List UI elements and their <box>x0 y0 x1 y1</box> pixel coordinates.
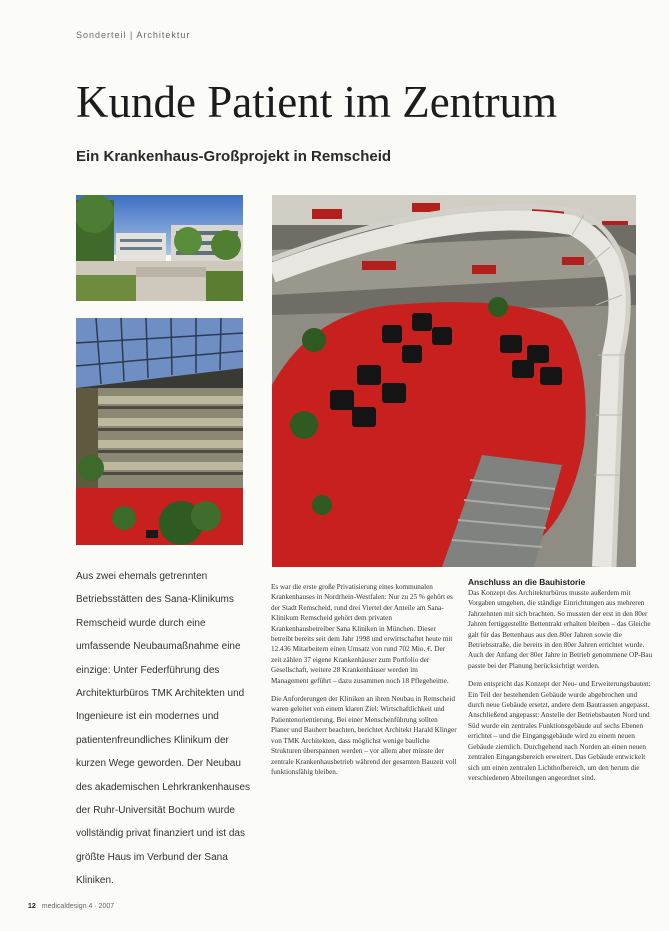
page-footer <box>28 903 114 910</box>
section-label: Sonderteil | Architektur <box>76 30 191 40</box>
body-paragraph: Dem entspricht das Konzept der Neu- und Erweiterungsbauten: Ein Teil der bestehenden Gebäude wurde abgebrochen und durch neue Gebäude ersetzt, andere dem Bautrassen angepasst. Anschließend angepasst: Anstelle der Betriebsbauten Nord und Süd wurde ein zentrales Funktionsgebäude auf sechs Ebenen errichtet – und die Eingangsgebäude wird zu einem neuen Gebäude ziemlich. Durchgehend nach Norden an einen neuen zentralen Eingangsbereich erweitert. Das Gebäude entwickelt sich um einen zentralen Lichthofbereich, um den herum die verschiedenen Abteilungen angeordnet sind. <box>468 680 651 782</box>
article-column-1 <box>271 582 457 785</box>
lead-paragraph: Aus zwei ehemals getrennten Betriebsstätten des Sana-Klinikums Remscheid wurde durch eine umfassende Neubaumaßnahme eine einzige: Unter Federführung des Architekturbüros TMK Architekten und Ingenieure ist ein modernes und patientenfreundliches Klinikum der kurzen Wege geworden. Der Neubau des akademischen Lehrkrankenhauses der Ruhr-Universität Bochum wurde vollständig privat finanziert und ist das größte Haus im Verbund der Sana Kliniken. <box>76 571 250 887</box>
body-paragraph: Es war die erste große Privatisierung eines kommunalen Krankenhauses in Nordrhein-Westfalen: Nur zu 25 % gehört es der Stadt Remscheid, rund drei Viertel der Anteile am Sana-Klinikum Remscheid gehört dem privaten Krankenhausbetreiber Sana Kliniken in München. Dieser betreibt bereits seit dem Jahr 1998 und erwirtschaftet heute mit 12.436 Mitarbeitern einen Umsatz von rund 702 Mio. €. Der zeit zählen 37 eigene Krankenhäuser zum Portfolio der Gesellschaft, weitere 28 Krankenhäuser werden im Management geführt – dazu zusammen noch 18 Pflegeheime. <box>271 583 453 685</box>
photo-exterior-courtyard <box>76 195 243 301</box>
page-number: 12 <box>28 903 36 910</box>
article-column-2 <box>468 577 654 791</box>
body-paragraph: Das Konzept des Architekturbüros musste außerdem mit Vorgaben umgehen, die ständige Einrichtungen aus mehreren Jahrzehnten mit sich brachten. So mussten der erst in den 80er Jahren fertiggestellte Bettentrakt erhalten bleiben – das Gleiche galt für das Bettenhaus aus den 80er Jahren sowie die Betriebsstraße, die bereits in den 80er Jahren errichtet wurde. Auch der Anfang der 80er Jahre in Betrieb genommene OP-Bau passte bei der Planung berücksichtigt werden. <box>468 589 653 670</box>
body-paragraph: Die Anforderungen der Kliniken an ihren Neubau in Remscheid waren geleitet von einem klaren Ziel: Wirtschaftlichkeit und Patientenorientierung. Bei einer Menschenführung sollten Planer und Bauherr beachten, berichtet Architekt Harald Klinger von TMK Architekten, dass möglichst wenige bauliche Strukturen überspannen werden – vor allem aber müsste der zentrale Krankenhausbetrieb während der gesamten Bauzeit voll funktionsfähig bleiben. <box>271 695 457 776</box>
page-subtitle: Ein Krankenhaus-Großprojekt in Remscheid <box>76 148 392 165</box>
page-title: Kunde Patient im Zentrum <box>76 77 558 127</box>
section-heading: Anschluss an die Bauhistorie <box>468 577 586 587</box>
photo-atrium-interior <box>76 318 243 545</box>
photo-red-lobby <box>272 195 636 567</box>
publication-name: medicaldesign 4 · 2007 <box>41 903 115 910</box>
